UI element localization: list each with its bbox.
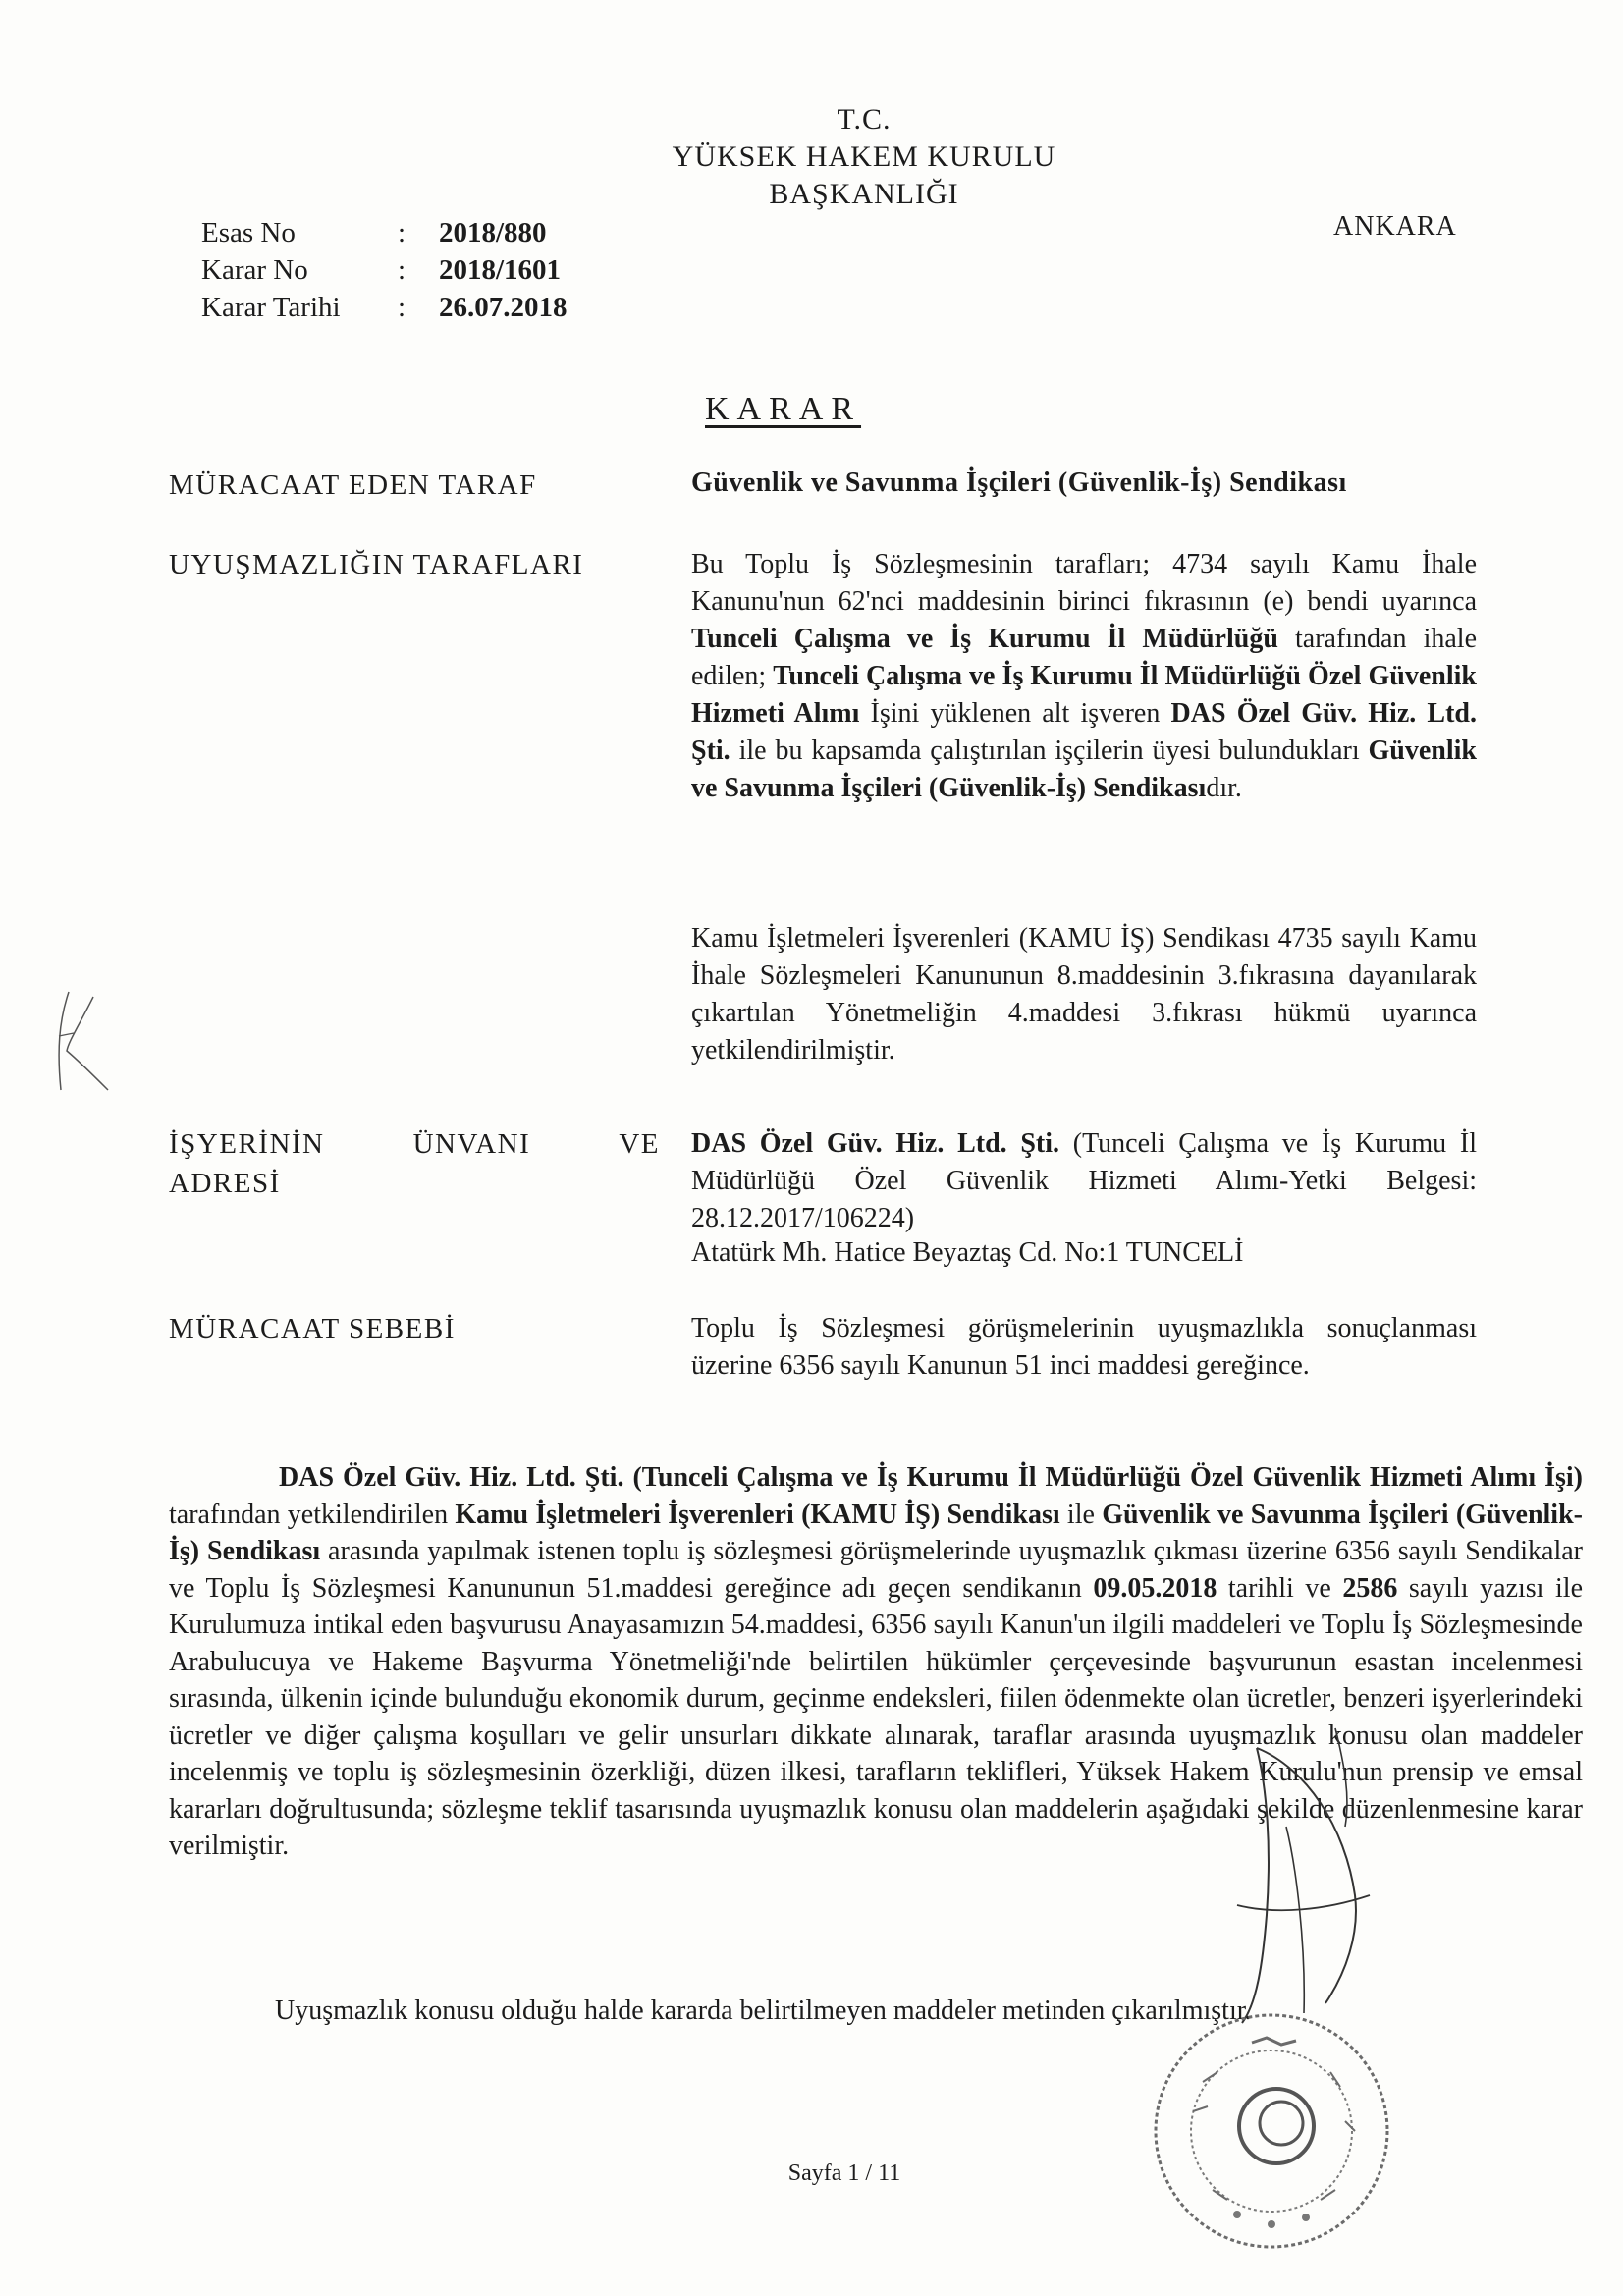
workplace-address: Atatürk Mh. Hatice Beyaztaş Cd. No:1 TUNCELİ (691, 1237, 1244, 1268)
signature-mark (1198, 1709, 1404, 2033)
org-header (491, 101, 1237, 213)
workplace-value: DAS Özel Güv. Hiz. Ltd. Şti. (Tunceli Çalışma ve İş Kurumu İl Müdürlüğü Özel Güvenlik Hizmeti Alımı-Yetki Belgesi: 28.12.2017/106224) (691, 1128, 1478, 1233)
reason-label: MÜRACAAT SEBEBİ (169, 1313, 456, 1344)
karar-label: Karar No (201, 254, 308, 286)
page-number: Sayfa 1 / 11 (787, 2160, 901, 2186)
karar-row: Karar No : 2018/1601 (201, 251, 712, 289)
handwritten-mark (39, 982, 128, 1100)
esas-value: 2018/880 (439, 217, 547, 248)
case-meta (201, 214, 712, 326)
official-stamp-seal (1144, 2003, 1399, 2259)
header-city: ANKARA (1333, 211, 1457, 242)
header-presidency: BAŞKANLIĞI (769, 178, 959, 210)
header-institution: YÜKSEK HAKEM KURULU (672, 140, 1056, 173)
closing-sentence: Uyuşmazlık konusu olduğu halde kararda belirtilmeyen maddeler metinden çıkarılmıştır. (275, 1995, 1252, 2026)
esas-label: Esas No (201, 217, 296, 248)
parties-paragraph-1: Bu Toplu İş Sözleşmesinin tarafları; 4734 sayılı Kamu İhale Kanunu'nun 62'nci maddesinin birinci fıkrasının (e) bendi uyarınca Tunceli Çalışma ve İş Kurumu İl Müdürlüğü tarafından ihale edilen; Tunceli Çalışma ve İş Kurumu İl Müdürlüğü Özel Güvenlik Hizmeti Alımı İşini yüklenen alt işveren DAS Özel Güv. Hiz. Ltd. Şti. ile bu kapsamda çalıştırılan işçilerin üyesi bulundukları Güvenlik ve Savunma İşçileri (Güvenlik-İş) Sendikasıdır. (691, 549, 1477, 803)
decision-paragraph: DAS Özel Güv. Hiz. Ltd. Şti. (Tunceli Çalışma ve İş Kurumu İl Müdürlüğü Özel Güvenlik Hizmeti Alımı İşi) tarafından yetkilendirilen Kamu İşletmeleri İşverenleri (KAMU İŞ) Sendikası ile Güvenlik ve Savunma İşçileri (Güvenlik-İş) Sendikası arasında yapılmak istenen toplu iş sözleşmesi görüşmelerinde uyuşmazlık çıkması üzerine 6356 sayılı Sendikalar ve Toplu İş Sözleşmesi Kanununun 51.maddesi gereğince adı geçen sendikanın 09.05.2018 tarihli ve 2586 sayılı yazısı ile Kurulumuza intikal eden başvurusu Anayasamızın 54.maddesi, 6356 sayılı Kanun'un ilgili maddeleri ve Toplu İş Sözleşmesinde Arabulucuya ve Hakeme Başvurma Yönetmeliği'nde belirtilen hükümler çerçevesinde başvurunun esastan incelenmesi sırasında, ülkenin içinde bulunduğu ekonomik durum, geçinme endeksleri, fiilen ödenmekte olan ücretler, benzeri işyerlerindeki ücretler ve diğer çalışma koşulları ve gelir unsurları dikkate alınarak, taraflar arasında uyuşmazlık konusu olan maddeler incelenmiş ve toplu iş sözleşmesinin özerkliği, düzen ilkesi, tarafların teklifleri, Yüksek Hakem Kurulu'nun prensip ve emsal kararları doğrultusunda; sözleşme teklif tasarısında uyuşmazlık konusu olan maddelerin aşağıdaki şekilde düzenlenmesine karar verilmiştir. (169, 1462, 1584, 1861)
applicant-label: MÜRACAAT EDEN TARAF (169, 469, 537, 501)
header-tc: T.C. (837, 103, 892, 136)
parties-label: UYUŞMAZLIĞIN TARAFLARI (169, 549, 584, 580)
esas-row: Esas No : 2018/880 (201, 214, 712, 251)
parties-paragraph-2: Kamu İşletmeleri İşverenleri (KAMU İŞ) Sendikası 4735 sayılı Kamu İhale Sözleşmeleri Kanununun 8.maddesinin 3.fıkrasına dayanılarak çıkartılan Yönetmeliğin 4.maddesi 3.fıkrası hükmü uyarınca yetkilendirilmiştir. (691, 923, 1477, 1066)
reason-value: Toplu İş Sözleşmesi görüşmelerinin uyuşmazlıkla sonuçlanması üzerine 6356 sayılı Kanunun 51 inci maddesi gereğince. (691, 1313, 1477, 1381)
applicant-value: Güvenlik ve Savunma İşçileri (Güvenlik-İş) Sendikası (691, 467, 1347, 498)
tarih-value: 26.07.2018 (439, 292, 568, 323)
document-title: KARAR (705, 391, 862, 427)
karar-value: 2018/1601 (439, 254, 562, 286)
tarih-label: Karar Tarihi (201, 292, 341, 323)
workplace-label: İŞYERİNİN ÜNVANI VE ADRESİ (169, 1128, 660, 1199)
tarih-row: Karar Tarihi : 26.07.2018 (201, 289, 712, 326)
